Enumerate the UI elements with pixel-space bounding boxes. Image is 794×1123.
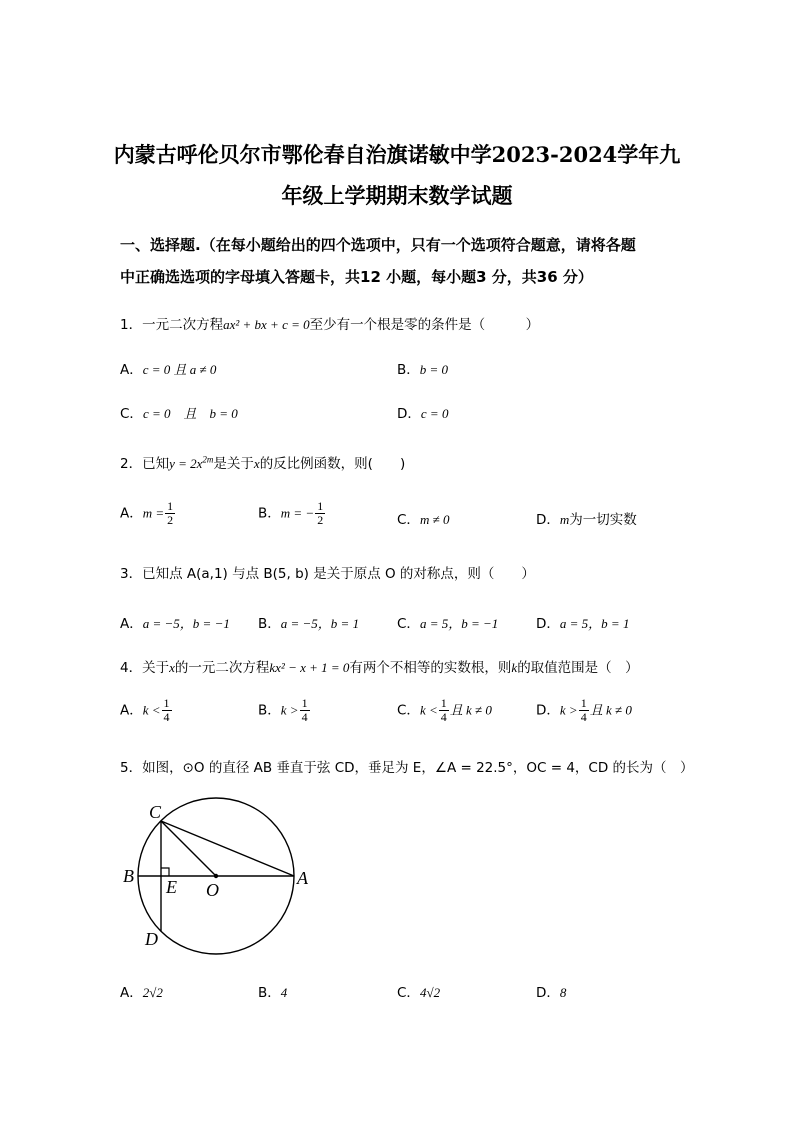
numerator: 1	[440, 696, 447, 710]
option-text: 8	[559, 985, 567, 1000]
q1-option-c[interactable]	[120, 402, 238, 422]
fraction	[439, 697, 449, 724]
question-text: 已知	[142, 456, 170, 472]
option-label: D．	[536, 985, 560, 1001]
option-text: m = −	[280, 505, 315, 521]
q5-option-d[interactable]	[536, 981, 566, 1001]
q2-option-b[interactable]	[258, 500, 326, 527]
option-label: C．	[120, 406, 143, 422]
q2-option-c[interactable]	[397, 508, 449, 528]
question-text: 如图，⊙O 的直径 AB 垂直于弦 CD，垂足为 E，∠A = 22.5°，OC = 4，CD 的长为（ ）	[142, 760, 694, 776]
segment-ca	[161, 821, 294, 876]
question-text: 一元二次方程	[142, 317, 224, 333]
label-c: C	[149, 802, 162, 822]
question-text: 至少有一个根是零的条件是（ ）	[309, 317, 540, 333]
question-text: 已知点 A(a,1) 与点 B(5, b) 是关于原点 O 的对称点，则（ ）	[142, 566, 535, 582]
option-text: 4	[280, 985, 288, 1000]
q4-option-c[interactable]	[397, 697, 492, 724]
option-text: a = −5，b = −1	[142, 616, 230, 631]
option-label: D．	[397, 406, 421, 422]
q1-option-d[interactable]	[397, 402, 448, 422]
question-number: 5．	[120, 760, 143, 776]
numerator: 1	[301, 696, 308, 710]
question-4	[120, 656, 639, 676]
option-text: c = 0 且 a ≠ 0	[142, 362, 217, 377]
q5-option-a[interactable]	[120, 981, 163, 1001]
option-label: A．	[120, 616, 143, 632]
option-label: B．	[258, 702, 281, 719]
math-variable: k	[511, 660, 518, 675]
fraction	[579, 697, 589, 724]
page-title-line1: 内蒙古呼伦贝尔市鄂伦春自治旗诺敏中学2023-2024学年九	[113, 142, 681, 167]
question-text: 关于	[142, 660, 170, 676]
option-text: 且 k ≠ 0	[589, 702, 632, 718]
math-expression: ax² + bx + c = 0	[223, 317, 310, 332]
section-heading	[120, 229, 680, 293]
numerator: 1	[317, 499, 324, 513]
option-label: B．	[258, 616, 281, 632]
denominator: 4	[440, 710, 447, 724]
math-exponent: 2m	[202, 454, 214, 465]
option-label: D．	[536, 616, 560, 632]
numerator: 1	[167, 499, 174, 513]
math-expression: y = 2x	[169, 456, 203, 471]
label-d: D	[145, 929, 158, 949]
question-number: 2．	[120, 456, 143, 472]
option-label: C．	[397, 616, 420, 632]
option-text: m ≠ 0	[419, 512, 450, 527]
center-point	[214, 874, 218, 878]
denominator: 2	[317, 513, 324, 527]
option-label: C．	[397, 512, 420, 528]
option-label: C．	[397, 702, 420, 719]
fraction	[300, 697, 310, 724]
fraction	[162, 697, 172, 724]
circle-geometry-figure	[110, 790, 330, 960]
label-b: B	[123, 866, 134, 886]
q1-option-b[interactable]	[397, 358, 448, 378]
numerator: 1	[163, 696, 170, 710]
option-text: 2√2	[142, 985, 163, 1000]
right-angle-mark	[161, 868, 169, 876]
q4-option-b[interactable]	[258, 697, 311, 724]
option-text: a = 5，b = 1	[559, 616, 630, 631]
q1-option-a[interactable]	[120, 358, 216, 378]
q3-option-c[interactable]	[397, 612, 498, 632]
q3-option-b[interactable]	[258, 612, 359, 632]
denominator: 4	[163, 710, 170, 724]
math-variable: m	[559, 512, 570, 527]
option-text: 且 k ≠ 0	[449, 702, 492, 718]
option-label: D．	[536, 702, 560, 719]
option-label: A．	[120, 702, 143, 719]
option-text: k >	[559, 702, 578, 718]
option-text: c = 0	[420, 406, 449, 421]
math-variable: x	[169, 660, 175, 675]
question-text: 是关于	[213, 456, 254, 472]
option-label: A．	[120, 362, 143, 378]
option-text: c = 0 且 b = 0	[142, 406, 238, 421]
option-text: k >	[280, 702, 299, 718]
denominator: 2	[167, 513, 174, 527]
option-text: k <	[419, 702, 438, 718]
question-number: 1．	[120, 317, 143, 333]
section-heading-line2: 中正确选选项的字母填入答题卡，共12 小题，每小题3 分，共36 分）	[120, 268, 593, 286]
fraction	[315, 500, 325, 527]
question-text: 的一元二次方程	[174, 660, 270, 676]
option-label: B．	[397, 362, 420, 378]
option-label: D．	[536, 512, 560, 528]
option-text: m =	[142, 505, 165, 521]
q4-option-a[interactable]	[120, 697, 173, 724]
question-2	[120, 452, 405, 472]
q4-option-d[interactable]	[536, 697, 632, 724]
fraction	[165, 500, 175, 527]
q2-option-a[interactable]	[120, 500, 176, 527]
option-text: a = 5，b = −1	[419, 616, 499, 631]
question-3	[120, 562, 535, 582]
q5-option-c[interactable]	[397, 981, 440, 1001]
option-text: b = 0	[419, 362, 449, 377]
page-title-line2: 年级上学期期末数学试题	[281, 183, 513, 208]
math-expression: kx² − x + 1 = 0	[269, 660, 350, 675]
question-1	[120, 313, 539, 333]
option-text: 4√2	[419, 985, 441, 1000]
option-label: B．	[258, 985, 281, 1001]
option-text: 为一切实数	[569, 512, 637, 528]
option-label: B．	[258, 505, 281, 522]
question-text: 的取值范围是（ ）	[517, 660, 639, 676]
option-text: k <	[142, 702, 161, 718]
question-5	[120, 756, 694, 776]
section-heading-line1: 一、选择题.（在每小题给出的四个选项中，只有一个选项符合题意，请将各题	[120, 236, 636, 254]
denominator: 4	[580, 710, 587, 724]
numerator: 1	[580, 696, 587, 710]
question-text: 的反比例函数，则( )	[259, 456, 406, 472]
q3-option-d[interactable]	[536, 612, 629, 632]
question-number: 3．	[120, 566, 143, 582]
q2-option-d[interactable]	[536, 508, 637, 528]
option-label: A．	[120, 985, 143, 1001]
label-e: E	[166, 877, 177, 897]
denominator: 4	[301, 710, 308, 724]
option-label: C．	[397, 985, 420, 1001]
question-text: 有两个不相等的实数根，则	[349, 660, 512, 676]
option-text: a = −5，b = 1	[280, 616, 360, 631]
math-variable: x	[253, 456, 260, 471]
question-number: 4．	[120, 660, 143, 676]
option-label: A．	[120, 505, 143, 522]
q3-option-a[interactable]	[120, 612, 230, 632]
q5-option-b[interactable]	[258, 981, 287, 1001]
label-o: O	[206, 880, 219, 900]
label-a: A	[297, 868, 308, 888]
